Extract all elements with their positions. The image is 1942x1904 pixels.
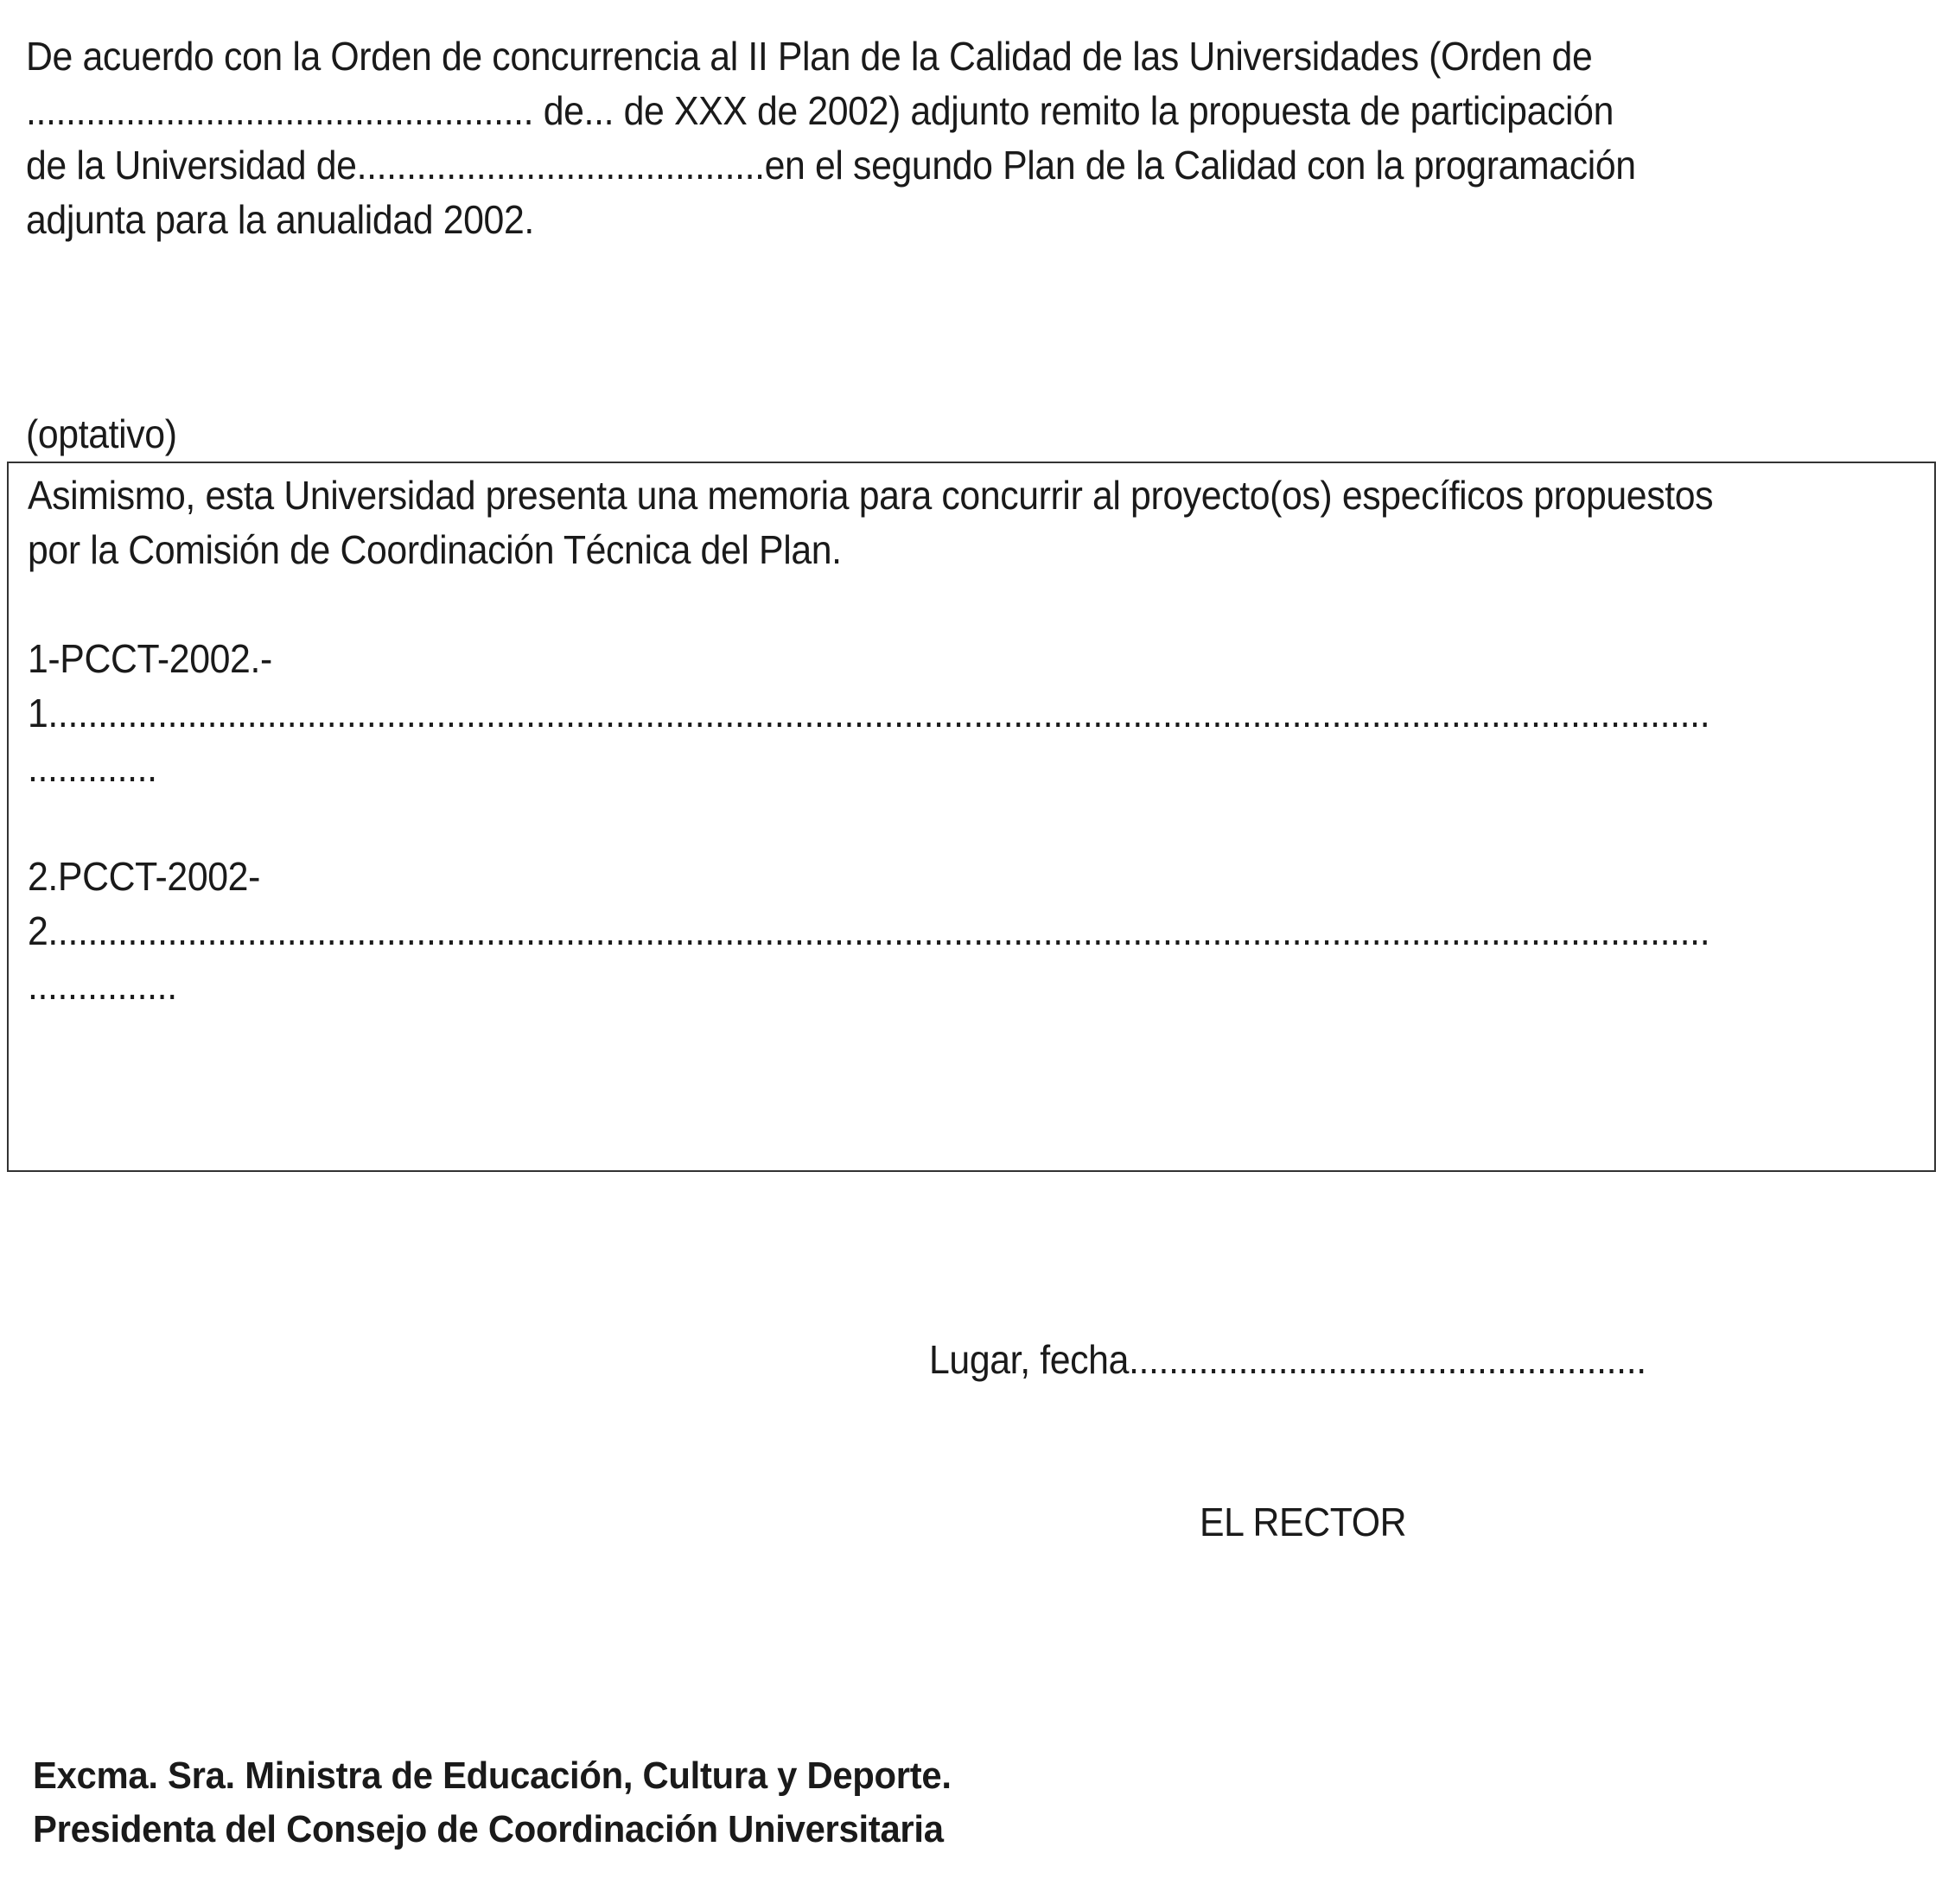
project-1-continuation: ............. [28, 745, 157, 790]
signature-title: EL RECTOR [1200, 1500, 1407, 1544]
spacer [28, 577, 1804, 632]
intro-line-2: ................................................... de... de XXX de 2002) adjunto remito la propuesta de participación [26, 88, 1614, 133]
optional-label: (optativo) [26, 411, 177, 456]
addressee-line-1: Excma. Sra. Ministra de Educación, Cultura y Deporte. [33, 1754, 952, 1797]
box-text-line-2: por la Comisión de Coordinación Técnica del Plan. [28, 527, 842, 572]
box-text-line-1: Asimismo, esta Universidad presenta una memoria para concurrir al proyecto(os) específicos propuestos [28, 473, 1714, 518]
project-2-code: 2.PCCT-2002- [28, 854, 260, 899]
project-1-code: 1-PCCT-2002.- [28, 636, 272, 681]
intro-line-4: adjunta para la anualidad 2002. [26, 197, 534, 242]
project-2-fill-line: 2....................................................................................................................................................................... [28, 908, 1710, 953]
intro-line-3: de la Universidad de.........................................en el segundo Plan de la Calidad con la programación [26, 143, 1636, 188]
spacer [28, 795, 1804, 850]
place-date-line: Lugar, fecha.................................................... [929, 1337, 1646, 1382]
project-2-continuation: ............... [28, 963, 177, 1008]
intro-line-1: De acuerdo con la Orden de concurrencia al II Plan de la Calidad de las Universidades (Orden de [26, 34, 1593, 79]
optional-projects-content [28, 468, 1804, 1013]
optional-projects-box [7, 462, 1936, 1172]
addressee-line-2: Presidenta del Consejo de Coordinación Universitaria [33, 1808, 944, 1850]
intro-paragraph [26, 29, 1778, 247]
project-1-fill-line: 1....................................................................................................................................................................... [28, 691, 1710, 735]
addressee-block [33, 1749, 952, 1856]
